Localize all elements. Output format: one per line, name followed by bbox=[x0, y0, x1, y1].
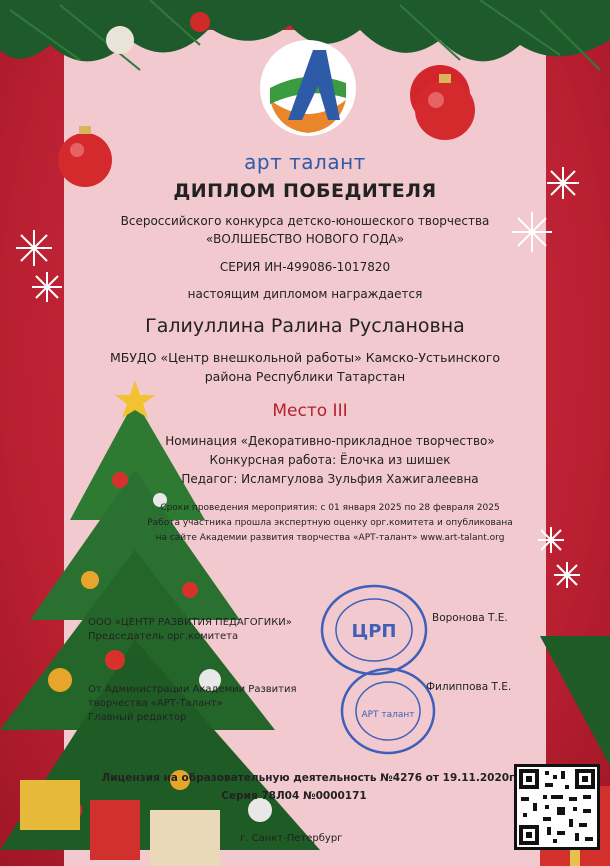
signature-2-name: Филиппова Т.Е. bbox=[426, 681, 512, 693]
snowflake-icon bbox=[30, 270, 64, 304]
city-text: г. Санкт-Петербург bbox=[240, 833, 343, 844]
snowflake-icon bbox=[545, 165, 581, 201]
expert-note-line-2: на сайте Академии развития творчества «АРТ-талант» www.art-talant.org bbox=[155, 533, 505, 543]
nomination-text: Номинация «Декоративно-прикладное творчество» bbox=[165, 434, 495, 448]
snowflake-icon bbox=[552, 560, 582, 590]
awarded-text: настоящим дипломом награждается bbox=[187, 287, 423, 301]
competition-work-text: Конкурсная работа: Ёлочка из шишек bbox=[209, 453, 451, 467]
license-series: Серия 78Л04 №0000171 bbox=[221, 790, 367, 802]
diploma-series: СЕРИЯ ИН-499086-1017820 bbox=[219, 260, 391, 274]
qr-code[interactable] bbox=[514, 764, 600, 850]
contest-line-2: «ВОЛШЕБСТВО НОВОГО ГОДА» bbox=[205, 232, 405, 246]
signature-block-1 bbox=[88, 616, 338, 644]
place-text: Место III bbox=[272, 401, 348, 421]
signature-2-line-2: творчества «АРТ-Талант» bbox=[88, 698, 223, 709]
teacher-text: Педагог: Исламгулова Зульфия Хажигалеевна bbox=[181, 472, 479, 486]
event-dates: Сроки проведения мероприятия: с 01 января 2025 по 28 февраля 2025 bbox=[160, 503, 500, 513]
stamp-1-label: ЦРП bbox=[351, 621, 397, 642]
red-bauble-icon bbox=[405, 68, 485, 148]
signature-1-org: ООО «ЦЕНТР РАЗВИТИЯ ПЕДАГОГИКИ» bbox=[88, 617, 292, 628]
organization-line-2: района Республики Татарстан bbox=[204, 369, 406, 384]
art-talant-logo bbox=[258, 38, 358, 138]
signature-2-line-1: От Администрации Академии Развития bbox=[88, 684, 297, 695]
signature-block-2 bbox=[88, 683, 338, 725]
organization-line-1: МБУДО «Центр внешкольной работы» Камско-Устьинского bbox=[109, 350, 501, 365]
contest-line-1: Всероссийского конкурса детско-юношеского творчества bbox=[120, 214, 490, 228]
academy-stamp bbox=[338, 665, 438, 757]
diploma-title: ДИПЛОМ ПОБЕДИТЕЛЯ bbox=[173, 180, 437, 202]
stamp-2-label: АРТ талант bbox=[361, 710, 415, 720]
brand-name: арт талант bbox=[244, 150, 366, 174]
winner-name: Галиуллина Ралина Руслановна bbox=[145, 315, 465, 337]
signature-1-name: Воронова Т.Е. bbox=[432, 612, 508, 624]
signature-1-role: Председатель орг.комитета bbox=[88, 631, 239, 642]
expert-note-line-1: Работа участника прошла экспертную оценку орг.комитета и опубликована bbox=[147, 518, 513, 528]
license-text: Лицензия на образовательную деятельность №4276 от 19.11.2020г. bbox=[101, 772, 519, 784]
snowflake-icon bbox=[14, 228, 54, 268]
signature-2-role: Главный редактор bbox=[88, 712, 187, 723]
